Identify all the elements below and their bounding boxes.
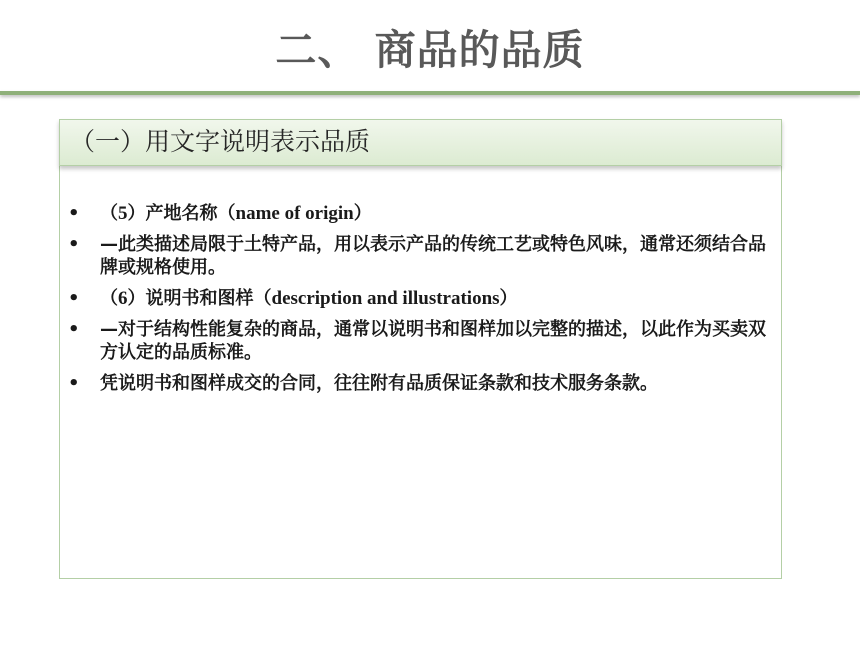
bullet-marker: • xyxy=(68,203,80,224)
bullet-marker: • xyxy=(68,319,80,340)
title-divider xyxy=(0,91,860,95)
bullet-latin-term: name of origin xyxy=(235,203,354,224)
section-header-text: （一）用文字说明表示品质 xyxy=(70,127,371,156)
bullet-number: 6 xyxy=(118,288,128,309)
bullet-list xyxy=(68,202,773,403)
bullet-item-origin-desc xyxy=(68,233,773,279)
bullet-marker: • xyxy=(68,373,80,394)
bullet-text: 凭说明书和图样成交的合同，往往附有品质保证条款和技术服务条款。 xyxy=(100,373,658,394)
bullet-number: 5 xyxy=(118,203,128,224)
bullet-marker: • xyxy=(68,234,80,255)
bullet-text: —对于结构性能复杂的商品，通常以说明书和图样加以完整的描述，以此作为买卖双方认定的品质标准。 xyxy=(100,319,766,363)
bullet-item-description-desc xyxy=(68,318,773,364)
slide-title: 二、 商品的品质 xyxy=(275,26,585,74)
bullet-text-prefix: （ xyxy=(100,203,118,224)
bullet-latin-term: description and illustrations xyxy=(271,288,500,309)
bullet-marker: • xyxy=(68,288,80,309)
bullet-text-mid: ）说明书和图样（ xyxy=(127,288,272,309)
bullet-text-mid: ）产地名称（ xyxy=(127,203,236,224)
bullet-item-contract xyxy=(68,372,773,395)
section-header xyxy=(59,119,782,166)
bullet-text-suffix: ） xyxy=(499,288,518,309)
bullet-text-prefix: （ xyxy=(100,288,118,309)
bullet-item-description xyxy=(68,287,773,310)
bullet-text-suffix: ） xyxy=(353,203,372,224)
bullet-item-origin xyxy=(68,202,773,225)
bullet-text: —此类描述局限于土特产品，用以表示产品的传统工艺或特色风味，通常还须结合品牌或规格使用。 xyxy=(100,234,766,278)
